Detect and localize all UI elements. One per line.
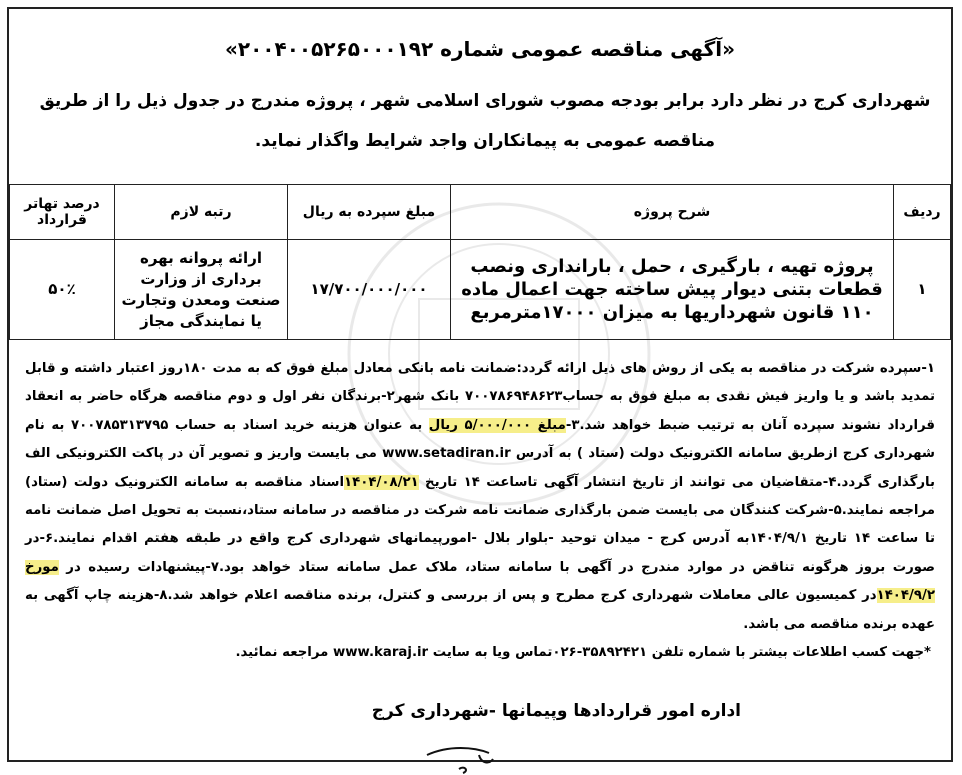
terms-highlight-fee: مبلغ ۵/۰۰۰/۰۰۰ ریال bbox=[428, 417, 566, 433]
cell-deposit: ۱۷/۷۰۰/۰۰۰/۰۰۰ bbox=[288, 240, 451, 340]
terms-part-3: اسناد مناقصه به سامانه الکترونیک دولت (ستاد) مراجعه نمایند.۵-شرکت کنندگان می بایست ضمن بارگذاری ضمانت نامه شرکت در مناقصه در سامانه ستاد،نسبت به تحویل اصل ضمانت نامه تا ساعت ۱۴ تاریخ ۱۴۰۴/۹/۱به آدرس کرج - میدان توحید -بلوار بلال -امورپیمانهای شهرداری کرج واقع در طبقه هفتم اقدام نمایند.۶-در صورت بروز هرگونه تناقض در موارد مندرج در آگهی با سامانه ستاد، ملاک عمل سامانه ستاد خواهد بود.۷-پیشنهادات رسیده در bbox=[25, 474, 935, 575]
header-rank: رتبه لازم bbox=[115, 185, 288, 240]
tender-table bbox=[9, 184, 951, 340]
terms-part-4: در کمیسیون عالی معاملات شهرداری کرج مطرح و پس از بررسی و کنترل، برنده مناقصه اعلام خواهد شد.۸-هزینه چاپ آگهی به عهده برنده مناقصه می باشد. bbox=[25, 588, 935, 632]
cell-description: پروژه تهیه ، بارگیری ، حمل ، بارانداری ونصب قطعات بتنی دیوار پیش ساخته جهت اعمال ماده ۱۱۰ قانون شهرداریها به میزان ۱۷۰۰۰مترمربع bbox=[451, 240, 894, 340]
tender-terms bbox=[25, 355, 935, 639]
header-row-number: ردیف bbox=[894, 185, 951, 240]
header-description: شرح پروژه bbox=[451, 185, 894, 240]
notice-title: «آگهی مناقصه عمومی شماره ۲۰۰۴۰۰۵۲۶۵۰۰۰۱۹۲» bbox=[224, 37, 736, 61]
cell-rank: ارائه پروانه بهره برداری از وزارت صنعت ومعدن وتجارت یا نمایندگی مجاز bbox=[115, 240, 288, 340]
terms-part-1: ۱-سپرده شرکت در مناقصه به یکی از روش های ذیل ارائه گردد:ضمانت نامه بانکی معادل مبلغ فوق که به مدت ۱۸۰روز اعتبار داشته و قابل تمدید باشد و یا واریز فیش نقدی به مبلغ فوق به حساب۷۰۰۷۸۶۹۴۸۶۲۳ بانک شهر۲-برندگان نفر اول و دوم مناقصه هرگاه حاضر به انعقاد قرارداد نشوند سپرده آنان به ترتیب ضبط خواهد شد.۳- bbox=[25, 361, 936, 433]
notice-intro: شهرداری کرج در نظر دارد برابر بودجه مصوب شورای اسلامی شهر ، پروژه مندرج در جدول ذیل را از طریق مناقصه عمومی به پیمانکاران واجد شرایط واگذار نماید. bbox=[39, 91, 931, 151]
terms-highlight-opening-date: مورخ ۱۴۰۴/۹/۲ bbox=[25, 559, 935, 604]
cell-contractor-share: ۵۰٪ bbox=[10, 240, 115, 340]
header-deposit: مبلغ سپرده به ریال bbox=[288, 185, 451, 240]
terms-part-2: به عنوان هزینه خرید اسناد به حساب ۷۰۰۷۸۵۳۱۳۷۹۵ به نام شهرداری کرج ازطریق سامانه الکترونیک دولت (ستاد ) به آدرس www.setadiran.ir می بایست واریز و تصویر آن در پاکت الکترونیکی الف بارگذاری گردد.۴-متقاضیان می توانند از تاریخ انتشار آگهی تاساعت ۱۴ تاریخ bbox=[25, 417, 935, 490]
terms-highlight-deadline: ۱۴۰۴/۰۸/۲۱ bbox=[344, 474, 419, 490]
header-contractor-share: درصد تهاتر قرارداد bbox=[10, 185, 115, 240]
table-header-row bbox=[10, 185, 951, 240]
notice-frame bbox=[7, 7, 953, 762]
cell-row-number: ۱ bbox=[894, 240, 951, 340]
table-row bbox=[10, 240, 951, 340]
contact-info: *جهت کسب اطلاعات بیشتر با شماره تلفن ۳۵۸۹۲۴۲۱-۰۲۶تماس ویا به سایت www.karaj.ir مراجعه نمائید. bbox=[235, 645, 931, 660]
issuing-office: اداره امور قراردادها وپیمانها -شهرداری کرج bbox=[371, 701, 741, 721]
